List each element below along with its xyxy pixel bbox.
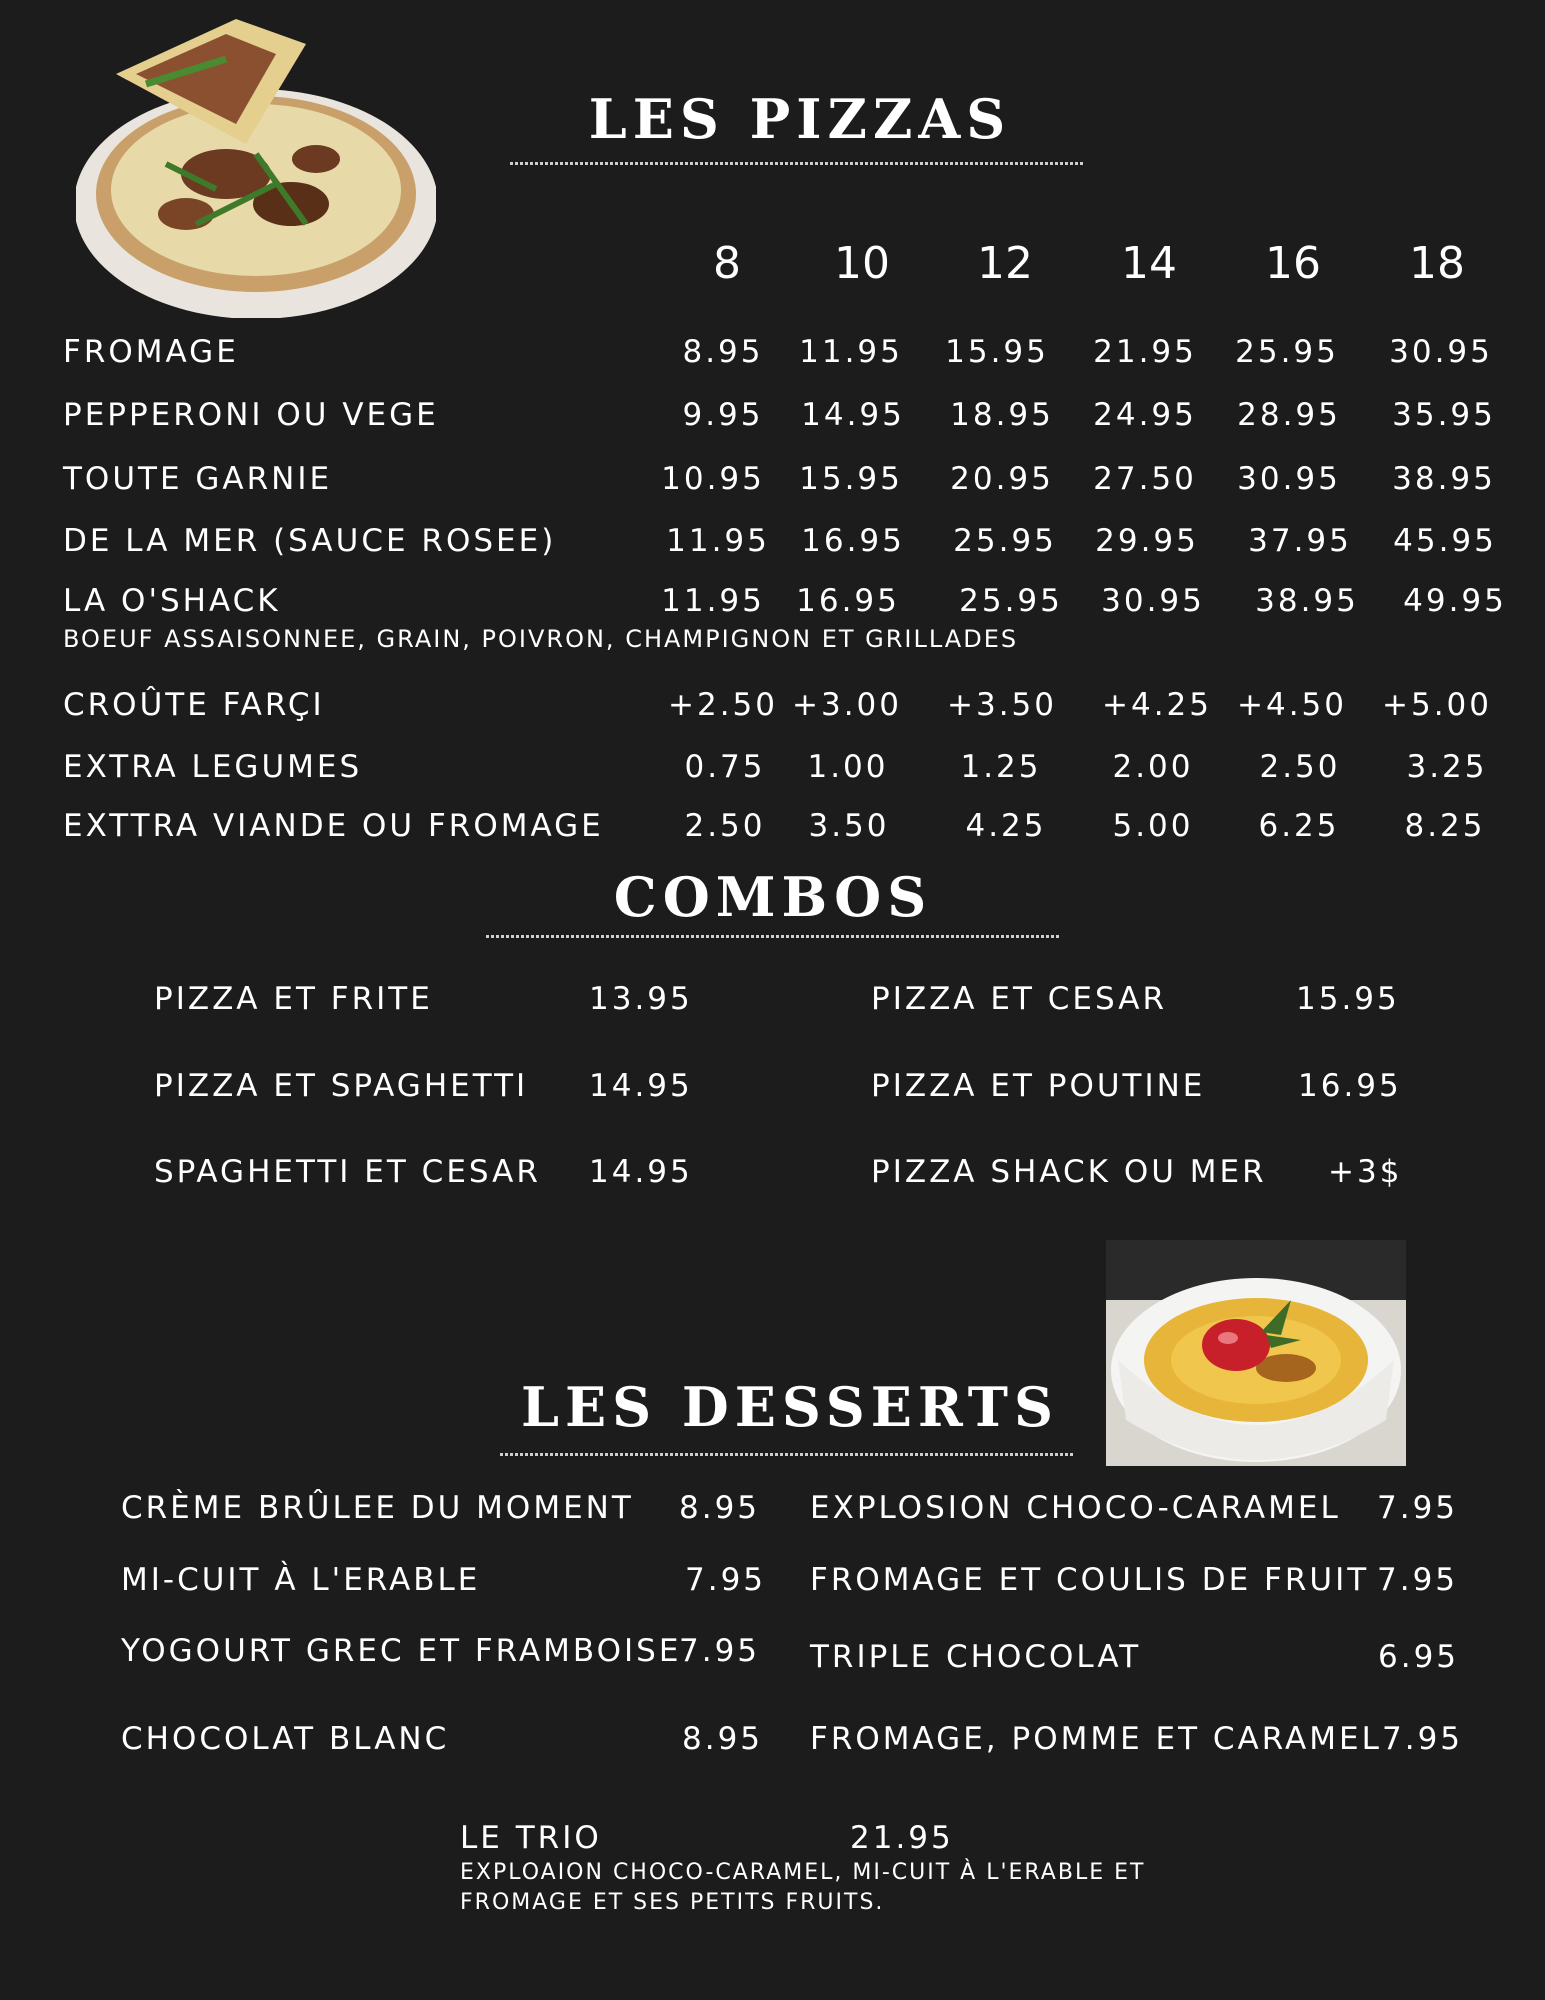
dessert-price: 6.95 (1378, 1639, 1460, 1675)
pizza-price: 45.95 (1393, 523, 1497, 559)
combo-name: PIZZA ET POUTINE (871, 1068, 1206, 1104)
pizza-price: 11.95 (666, 523, 770, 559)
combo-price: 16.95 (1298, 1068, 1402, 1104)
pizza-price: 14.95 (801, 397, 905, 433)
extra-price: 4.25 (965, 808, 1047, 844)
pizza-price: 11.95 (799, 334, 903, 370)
dessert-price: 7.95 (685, 1562, 767, 1598)
combos-title-underline (486, 935, 1060, 938)
pizzas-title: LES PIZZAS (588, 87, 1012, 151)
extra-price: 6.25 (1258, 808, 1340, 844)
pizza-name: LA O'SHACK (63, 583, 281, 619)
combo-name: SPAGHETTI ET CESAR (154, 1154, 541, 1190)
dessert-name: CRÈME BRÛLEE DU MOMENT (121, 1490, 634, 1526)
pizza-price: 25.95 (959, 583, 1063, 619)
dessert-price: 8.95 (679, 1490, 761, 1526)
pizza-name: DE LA MER (SAUCE ROSEE) (63, 523, 557, 559)
extra-price: +4.25 (1102, 687, 1212, 723)
pizza-price: 21.95 (1093, 334, 1197, 370)
dessert-name: MI-CUIT À L'ERABLE (121, 1562, 481, 1598)
desserts-title-underline (500, 1453, 1074, 1456)
combos-title: COMBOS (613, 865, 933, 929)
size-8: 8 (713, 238, 741, 289)
pizza-price: 20.95 (950, 461, 1054, 497)
extra-price: +3.00 (792, 687, 902, 723)
pizza-price: 29.95 (1095, 523, 1199, 559)
pizza-price: 18.95 (950, 397, 1054, 433)
dessert-name: TRIPLE CHOCOLAT (810, 1639, 1142, 1675)
pizza-price: 15.95 (799, 461, 903, 497)
extra-name: CROÛTE FARÇI (63, 687, 325, 723)
dessert-name: EXPLOSION CHOCO-CARAMEL (810, 1490, 1341, 1526)
trio-name: LE TRIO (460, 1820, 602, 1856)
pizza-price: 10.95 (661, 461, 765, 497)
trio-price: 21.95 (850, 1820, 954, 1856)
trio-description-line1: EXPLOAION CHOCO-CARAMEL, MI-CUIT À L'ERABLE ET (460, 1860, 1146, 1885)
pizza-price: 16.95 (796, 583, 900, 619)
extra-price: 5.00 (1112, 808, 1194, 844)
pizza-price: 27.50 (1093, 461, 1197, 497)
dessert-name: YOGOURT GREC ET FRAMBOISE (121, 1633, 682, 1669)
size-12: 12 (977, 238, 1033, 289)
trio-description-line2: FROMAGE ET SES PETITS FRUITS. (460, 1890, 885, 1915)
pizza-price: 25.95 (953, 523, 1057, 559)
extra-price: +2.50 (668, 687, 778, 723)
extra-price: 2.50 (1259, 749, 1341, 785)
extra-price: 1.25 (960, 749, 1042, 785)
desserts-title: LES DESSERTS (521, 1375, 1059, 1439)
combo-name: PIZZA SHACK OU MER (871, 1154, 1267, 1190)
extra-price: +5.00 (1382, 687, 1492, 723)
extra-price: 8.25 (1404, 808, 1486, 844)
pizza-name: PEPPERONI OU VEGE (63, 397, 439, 433)
size-14: 14 (1121, 238, 1177, 289)
combo-price: 13.95 (589, 981, 693, 1017)
pizza-price: 9.95 (682, 397, 764, 433)
pizza-price: 30.95 (1389, 334, 1493, 370)
combo-price: +3$ (1328, 1154, 1403, 1190)
extra-price: +4.50 (1237, 687, 1347, 723)
pizza-price: 11.95 (661, 583, 765, 619)
pizza-price: 28.95 (1237, 397, 1341, 433)
dessert-name: FROMAGE ET COULIS DE FRUIT (810, 1562, 1370, 1598)
combo-name: PIZZA ET FRITE (154, 981, 433, 1017)
extra-price: 3.50 (808, 808, 890, 844)
pizza-price: 8.95 (682, 334, 764, 370)
dessert-name: FROMAGE, POMME ET CARAMEL (810, 1721, 1382, 1757)
pizzas-title-underline (510, 162, 1084, 165)
pizza-price: 25.95 (1235, 334, 1339, 370)
extra-name: EXTRA LEGUMES (63, 749, 363, 785)
pizza-price: 37.95 (1248, 523, 1352, 559)
pizza-price: 16.95 (801, 523, 905, 559)
combo-price: 14.95 (589, 1154, 693, 1190)
pizza-price: 24.95 (1093, 397, 1197, 433)
combo-name: PIZZA ET CESAR (871, 981, 1167, 1017)
creme-brulee-photo (1106, 1240, 1406, 1466)
extra-price: 3.25 (1406, 749, 1488, 785)
combo-price: 15.95 (1296, 981, 1400, 1017)
size-16: 16 (1265, 238, 1321, 289)
pizza-name: FROMAGE (63, 334, 239, 370)
size-18: 18 (1409, 238, 1465, 289)
extra-price: +3.50 (947, 687, 1057, 723)
extra-name: EXTTRA VIANDE OU FROMAGE (63, 808, 604, 844)
pizza-price: 38.95 (1255, 583, 1359, 619)
combo-price: 14.95 (589, 1068, 693, 1104)
combo-name: PIZZA ET SPAGHETTI (154, 1068, 529, 1104)
pizza-price: 38.95 (1392, 461, 1496, 497)
pizza-price: 35.95 (1392, 397, 1496, 433)
pizza-price: 30.95 (1237, 461, 1341, 497)
dessert-price: 7.95 (1377, 1562, 1459, 1598)
dessert-price: 7.95 (1382, 1721, 1464, 1757)
extra-price: 0.75 (684, 749, 766, 785)
pizza-price: 30.95 (1101, 583, 1205, 619)
pizza-photo (76, 14, 436, 318)
extra-price: 1.00 (807, 749, 889, 785)
extra-price: 2.50 (684, 808, 766, 844)
size-10: 10 (834, 238, 890, 289)
pizza-name: TOUTE GARNIE (63, 461, 333, 497)
dessert-price: 7.95 (679, 1633, 761, 1669)
oshack-description: BOEUF ASSAISONNEE, GRAIN, POIVRON, CHAMPIGNON ET GRILLADES (63, 625, 1019, 653)
pizza-price: 15.95 (945, 334, 1049, 370)
dessert-price: 8.95 (682, 1721, 764, 1757)
dessert-name: CHOCOLAT BLANC (121, 1721, 450, 1757)
dessert-price: 7.95 (1377, 1490, 1459, 1526)
pizza-price: 49.95 (1403, 583, 1507, 619)
extra-price: 2.00 (1112, 749, 1194, 785)
